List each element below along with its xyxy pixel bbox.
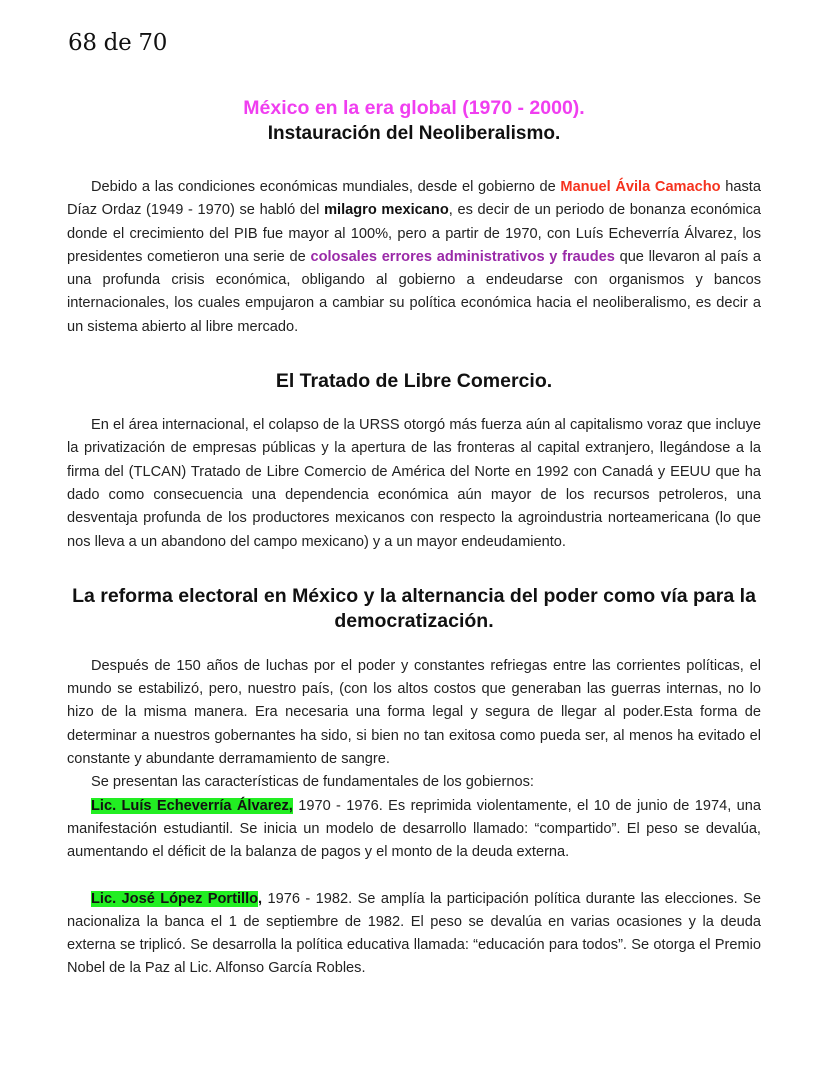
section-tlcan — [67, 369, 761, 554]
government-echeverria — [67, 795, 761, 865]
section-reforma-electoral — [67, 584, 761, 981]
government-text: 1976 - 1982. Se amplía la participación política durante las elecciones. Se nacionaliza la banca el 1 de septiembre de 1982. El peso se devalúa en varias ocasiones y la deuda externa se triplicó. Se desarrolla la política educativa llamada: “educación para todos”. Se otorga el Premio Nobel de la Paz al Lic. Alfonso García Robles. — [67, 890, 761, 977]
government-lopez-portillo — [67, 888, 761, 981]
text-span: , es decir de un periodo de bonanza económica donde el crecimiento del PIB fue mayor al 100%, pero a partir de 1970, con Luís Echeverría Álvarez, los presidentes cometieron una serie de — [67, 202, 761, 265]
highlight-name-lopez-portillo: Lic. José López Portillo — [91, 890, 259, 907]
section-neoliberalismo — [67, 96, 761, 339]
section-title-reforma: La reforma electoral en México y la alternancia del poder como vía para la democratización. — [72, 584, 756, 632]
highlight-name-echeverria: Lic. Luís Echeverría Álvarez, — [91, 797, 293, 814]
page-content — [67, 96, 761, 981]
chapter-subtitle: Instauración del Neoliberalismo. — [267, 123, 561, 144]
paragraph-reforma: Después de 150 años de luchas por el poder y constantes refriegas entre las corrientes políticas, el mundo se estabilizó, pero, nuestro país, (con los altos costos que generaban las guerras internas, no lo hizo de la misma manera. Era necesaria una forma legal y segura de llegar al poder.Esta forma de determinar a nuestros gobernantes ha sido, si bien no tan exitosa como pueda ser, al menos ha evitado el constante y abundante derramamiento de sangre. — [67, 657, 761, 768]
government-text: 1970 - 1976. Es reprimida violentamente, el 10 de junio de 1974, una manifestación estudiantil. Se inicia un modelo de desarrollo llamado: “compartido”. El peso se devalúa, aumentando el déficit de la balanza de pagos y el monto de la deuda externa. — [67, 797, 761, 861]
page-indicator: 68 de 70 — [68, 30, 168, 56]
paragraph-neoliberalismo — [67, 176, 761, 339]
text-span: Debido a las condiciones económicas mundiales, desde el gobierno de — [91, 179, 561, 195]
section-title-tlcan: El Tratado de Libre Comercio. — [275, 370, 553, 393]
highlight-errores-fraudes: colosales errores administrativos y fraudes — [310, 248, 615, 265]
bold-milagro-mexicano: milagro mexicano — [324, 202, 449, 219]
comma: , — [258, 890, 263, 907]
highlight-manuel-avila-camacho: Manuel Ávila Camacho — [560, 179, 721, 195]
chapter-title: México en la era global (1970 - 2000). — [243, 97, 585, 119]
text-span: hasta Díaz Ordaz (1949 - 1970) se habló del — [67, 179, 761, 219]
paragraph-tlcan: En el área internacional, el colapso de la URSS otorgó más fuerza aún al capitalismo voraz que incluye la privatización de empresas públicas y la apertura de las fronteras al capital extranjero, llegándose a la firma del (TLCAN) Tratado de Libre Comercio de América del Norte en 1992 con Canadá y EEUU que ha dado como consecuencia una dependencia económica aún mayor de los recursos petroleros, una desventaja profunda de los productores mexicanos con respecto la agroindustria norteamericana (lo que nos lleva a un abandono del campo mexicano) y a un mayor endeudamiento. — [67, 417, 761, 550]
paragraph-intro-gobiernos: Se presentan las características de fundamentales de los gobiernos: — [91, 774, 534, 791]
text-span: que llevaron al país a una profunda crisis económica, obligando al gobierno a endeudarse con organismos y bancos internacionales, los cuales empujaron a cambiar su política económica hacia el neoliberalismo, es decir a un sistema abierto al libre mercado. — [67, 248, 761, 335]
